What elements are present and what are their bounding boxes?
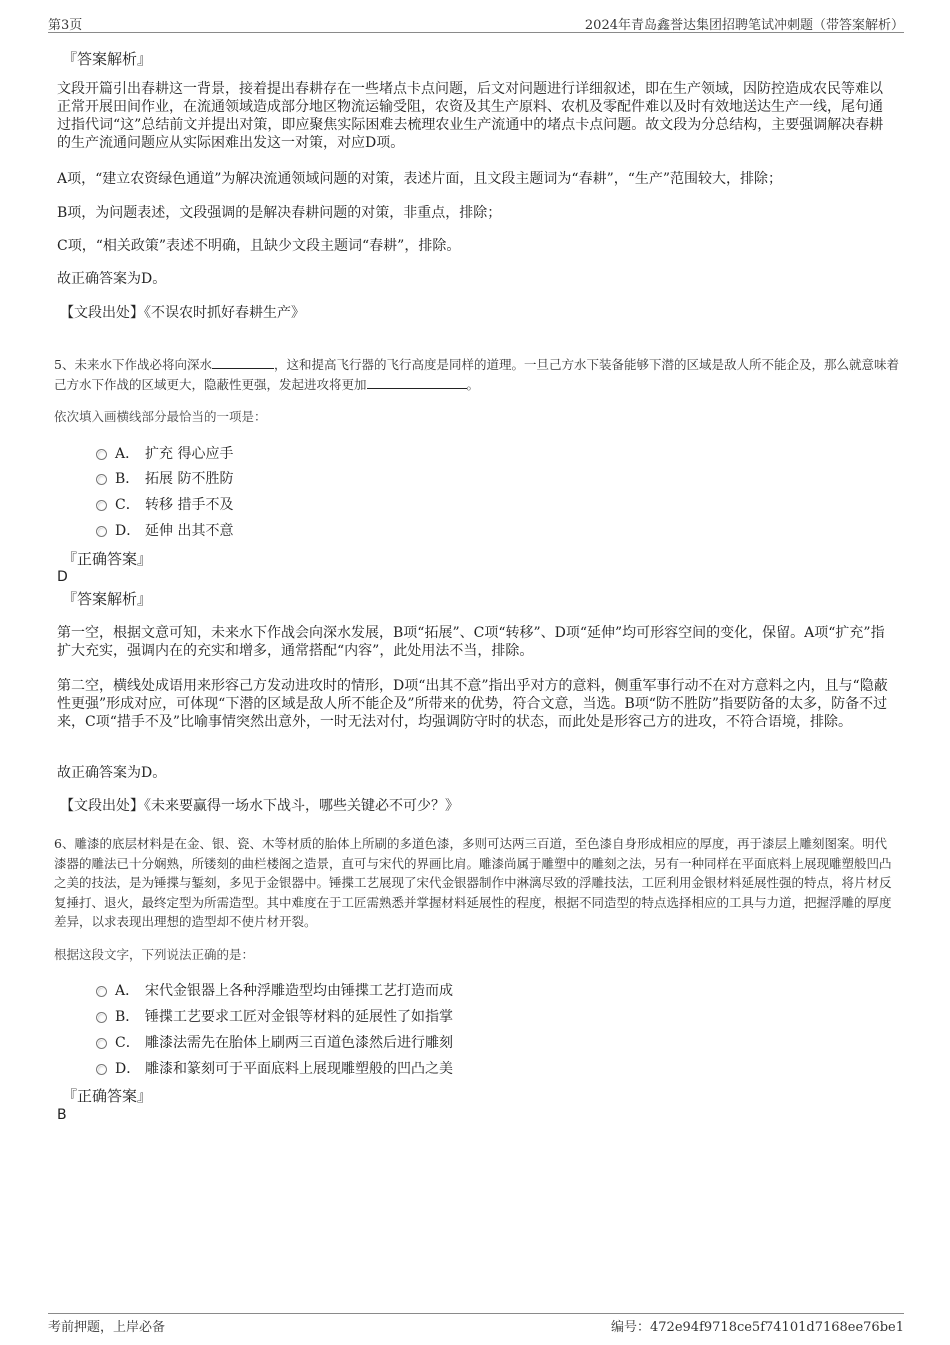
radio-button[interactable] xyxy=(96,1012,107,1023)
analysis-paragraph: B项，为问题表述，文段强调的是解决春耕问题的对策，非重点，排除； xyxy=(57,205,502,221)
document-id: 编号：472e94f9718ce5f74101d7168ee76be1 xyxy=(611,1320,904,1335)
analysis-paragraph: A项，“建立农资绿色通道”为解决流通领域问题的对策，表述片面，且文段主题词为“春耕”，“生产”范围较大，排除； xyxy=(57,171,783,187)
option-d[interactable]: D． 雕漆和篆刻可于平面底料上展现雕塑般的凹凸之美 xyxy=(96,1059,453,1079)
option-b[interactable]: B． 拓展 防不胜防 xyxy=(96,469,233,489)
option-c[interactable]: C． 雕漆法需先在胎体上刷两三百道色漆然后进行雕刻 xyxy=(96,1033,453,1053)
correct-answer-title: 『正确答案』 xyxy=(62,550,153,568)
blank-line xyxy=(367,376,467,389)
analysis-paragraph: 第一空，根据文意可知，未来水下作战会向深水发展，B项“拓展”、C项“转移”、D项“延伸”均可形容空间的变化，保留。A项“扩充”指扩大充实，强调内在的充实和增多，通常搭配“内容”，此处用法不当，排除。 xyxy=(57,625,885,659)
correct-answer-title: 『正确答案』 xyxy=(62,1087,153,1105)
source-citation: 【文段出处】《未来要赢得一场水下战斗，哪些关键必不可少？》 xyxy=(60,798,459,814)
radio-button[interactable] xyxy=(96,500,107,511)
analysis-title: 『答案解析』 xyxy=(62,590,153,608)
radio-button[interactable] xyxy=(96,1064,107,1075)
radio-button[interactable] xyxy=(96,986,107,997)
blank-line xyxy=(212,356,274,369)
page-header xyxy=(48,14,904,33)
radio-button[interactable] xyxy=(96,474,107,485)
conclusion: 故正确答案为D。 xyxy=(57,765,167,781)
option-a[interactable]: A． 宋代金银器上各种浮雕造型均由锤揲工艺打造而成 xyxy=(96,981,453,1001)
page-footer xyxy=(48,1313,904,1335)
correct-answer: D xyxy=(57,569,68,585)
question-lead: 依次填入画横线部分最恰当的一项是： xyxy=(54,409,267,424)
question-stem: 5、未来水下作战必将向深水 ，这和提高飞行器的飞行高度是同样的道理。一旦己方水下装备能够下潜的区域是敌人所不能企及，那么就意味着己方水下作战的区域更大，隐蔽性更强，发起进攻将更加 。 xyxy=(54,357,899,392)
analysis-title: 『答案解析』 xyxy=(62,50,153,68)
footer-slogan: 考前押题，上岸必备 xyxy=(48,1320,166,1335)
document-title: 2024年青岛鑫誉达集团招聘笔试冲刺题（带答案解析） xyxy=(584,18,904,33)
option-b[interactable]: B． 锤揲工艺要求工匠对金银等材料的延展性了如指掌 xyxy=(96,1007,453,1027)
analysis-paragraph: 文段开篇引出春耕这一背景，接着提出春耕存在一些堵点卡点问题，后文对问题进行详细叙述，即在生产领域，因防控造成农民等难以正常开展田间作业，在流通领域造成部分地区物流运输受阻，农资及其生产原料、农机及零配件难以及时有效地送达生产一线，尾句通过指代词“这”总结前文并提出对策，即应聚焦实际困难去梳理农业生产流通中的堵点卡点问题。故文段为分总结构，主要强调解决春耕的生产流通问题应从实际困难出发这一对策，对应D项。 xyxy=(57,81,884,151)
option-a[interactable]: A． 扩充 得心应手 xyxy=(96,444,233,464)
analysis-paragraph: C项，“相关政策”表述不明确，且缺少文段主题词“春耕”，排除。 xyxy=(57,238,461,254)
conclusion: 故正确答案为D。 xyxy=(57,271,167,287)
radio-button[interactable] xyxy=(96,526,107,537)
question-stem: 6、雕漆的底层材料是在金、银、瓷、木等材质的胎体上所刷的多道色漆，多则可达两三百道，至色漆自身形成相应的厚度，再于漆层上雕刻图案。明代漆器的雕法已十分娴熟，所镂刻的曲栏楼阁之造景，直可与宋代的界画比肩。雕漆尚属于雕塑中的雕刻之法，另有一种同样在平面底料上展现雕塑般凹凸之美的技法，是为锤揲与錾刻，多见于金银器中。锤揲工艺展现了宋代金银器制作中淋漓尽致的浮雕技法，工匠利用金银材料延展性强的特点，将片材反复捶打、退火，最终定型为所需造型。其中难度在于工匠需熟悉并掌握材料延展性的程度，根据不同造型的特点选择相应的工具与力道，把握浮雕的厚度差异，以求表现出理想的造型却不使片材开裂。 xyxy=(54,836,892,929)
radio-button[interactable] xyxy=(96,1038,107,1049)
question-lead: 根据这段文字，下列说法正确的是： xyxy=(54,947,255,962)
analysis-paragraph: 第二空，横线处成语用来形容己方发动进攻时的情形，D项“出其不意”指出乎对方的意料，侧重军事行动不在对方意料之内，且与“隐蔽性更强”形成对应，可体现“下潜的区域是敌人所不能企及”所带来的优势，符合文意，当选。B项“防不胜防”指要防备的太多，防备不过来，C项“措手不及”比喻事情突然出意外，一时无法对付，均强调防守时的状态，而此处是形容己方的进攻，不符合语境，排除。 xyxy=(57,678,888,730)
source-citation: 【文段出处】《不误农时抓好春耕生产》 xyxy=(60,305,305,321)
option-d[interactable]: D． 延伸 出其不意 xyxy=(96,521,233,541)
page-number: 第3页 xyxy=(48,18,83,33)
correct-answer: B xyxy=(57,1107,67,1123)
radio-button[interactable] xyxy=(96,449,107,460)
option-c[interactable]: C． 转移 措手不及 xyxy=(96,495,233,515)
